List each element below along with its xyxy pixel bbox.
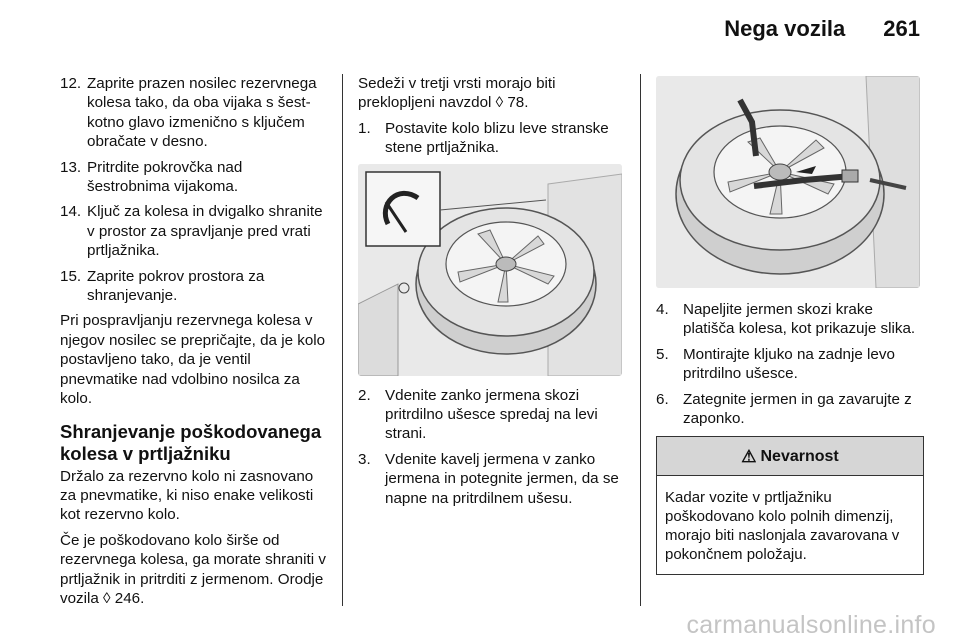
step-text: Pritrdite pokrovčka nad šestrobnima vijakoma.: [87, 158, 243, 196]
body-paragraph: Če je poškodovano kolo širše od rezervnega kolesa, ga morate shraniti v prtljažnik in pritrditi z jermenom. Orodje vozila ◊ 246.: [60, 531, 326, 607]
step-text: Vdenite kavelj jermena v zanko jermena in potegnite jermen, da se napne na pritrdilnem ušesu.: [385, 450, 619, 507]
list-item: [656, 345, 924, 384]
section-heading: Shranjevanje poškodovanega kolesa v prtljažniku: [60, 420, 322, 464]
list-item: [358, 119, 626, 158]
strap-fastening-drawing: [656, 76, 920, 288]
steps-list-1: [358, 119, 626, 158]
step-text: Zaprite pokrov prostora za shranjevanje.: [87, 267, 265, 305]
watermark: carmanualsonline.info: [686, 611, 936, 639]
step-text: Zaprite prazen nosilec rezervnega kolesa tako, da oba vijaka s šest-kotno glavo izmenično s ključem obračate v desno.: [87, 75, 317, 151]
step-text: Napeljite jermen skozi krake platišča kolesa, kot prikazuje slika.: [683, 301, 916, 338]
page-title: Nega vozila: [724, 16, 846, 41]
steps-list-4-6: [656, 300, 924, 428]
list-item: [656, 300, 924, 339]
step-text: Zategnite jermen in ga zavarujte z zaponko.: [683, 390, 912, 428]
warning-title: Nevarnost: [760, 447, 839, 465]
warning-box: [656, 436, 924, 575]
list-item: [60, 202, 328, 260]
intro-paragraph: Sedeži v tretji vrsti morajo biti preklopljeni navzdol ◊ 78.: [358, 75, 556, 112]
step-text: Vdenite zanko jermena skozi pritrdilno ušesce spredaj na levi strani.: [385, 386, 598, 443]
column-right: [656, 74, 924, 575]
warning-header: [657, 437, 923, 476]
step-number: 12.: [60, 75, 82, 92]
steps-list-2-3: [358, 386, 626, 508]
illustration-wheel-placement: [358, 164, 622, 376]
step-number: 5.: [656, 345, 669, 363]
warning-triangle-icon: ⚠: [741, 446, 757, 466]
step-number: 6.: [656, 390, 669, 408]
body-paragraph: Pri pospravljanju rezervnega kolesa v njegov nosilec se prepričajte, da je kolo postavljeno tako, da je ventil pnevmatike nad vdolbino nosilca za kolo.: [60, 312, 326, 408]
step-number: 4.: [656, 301, 669, 318]
column-divider: [342, 74, 343, 606]
step-number: 3.: [358, 450, 371, 468]
body-paragraph: Držalo za rezervno kolo ni zasnovano za pnevmatike, ki niso enake velikosti kot rezervno kolo.: [60, 467, 314, 524]
list-item: [358, 450, 626, 508]
list-item: [60, 74, 328, 152]
wheel-placement-drawing: [358, 164, 622, 376]
steps-list-12-15: [60, 74, 328, 305]
list-item: [60, 158, 328, 197]
step-number: 15.: [60, 267, 82, 285]
page-header: [724, 14, 920, 44]
column-left: [60, 74, 328, 614]
list-item: [60, 267, 328, 306]
step-text: Postavite kolo blizu leve stranske stene prtljažnika.: [385, 119, 609, 157]
warning-text: Kadar vozite v prtljažniku poškodovano kolo polnih dimenzij, morajo biti naslonjala zavarovana v pokončnem položaju.: [665, 489, 900, 564]
step-text: Montirajte kljuko na zadnje levo pritrdilno ušesce.: [683, 345, 895, 383]
step-text: Ključ za kolesa in dvigalko shranite v prostor za spravljanje pred vrati prtljažnika.: [87, 203, 323, 260]
column-middle: [358, 74, 626, 514]
page-number: 261: [883, 16, 920, 41]
list-item: [656, 390, 924, 429]
step-number: 14.: [60, 203, 82, 221]
column-divider: [640, 74, 641, 606]
step-number: 13.: [60, 158, 82, 176]
illustration-strap-fastening: [656, 76, 920, 288]
step-number: 2.: [358, 386, 371, 404]
step-number: 1.: [358, 119, 371, 137]
list-item: [358, 386, 626, 444]
